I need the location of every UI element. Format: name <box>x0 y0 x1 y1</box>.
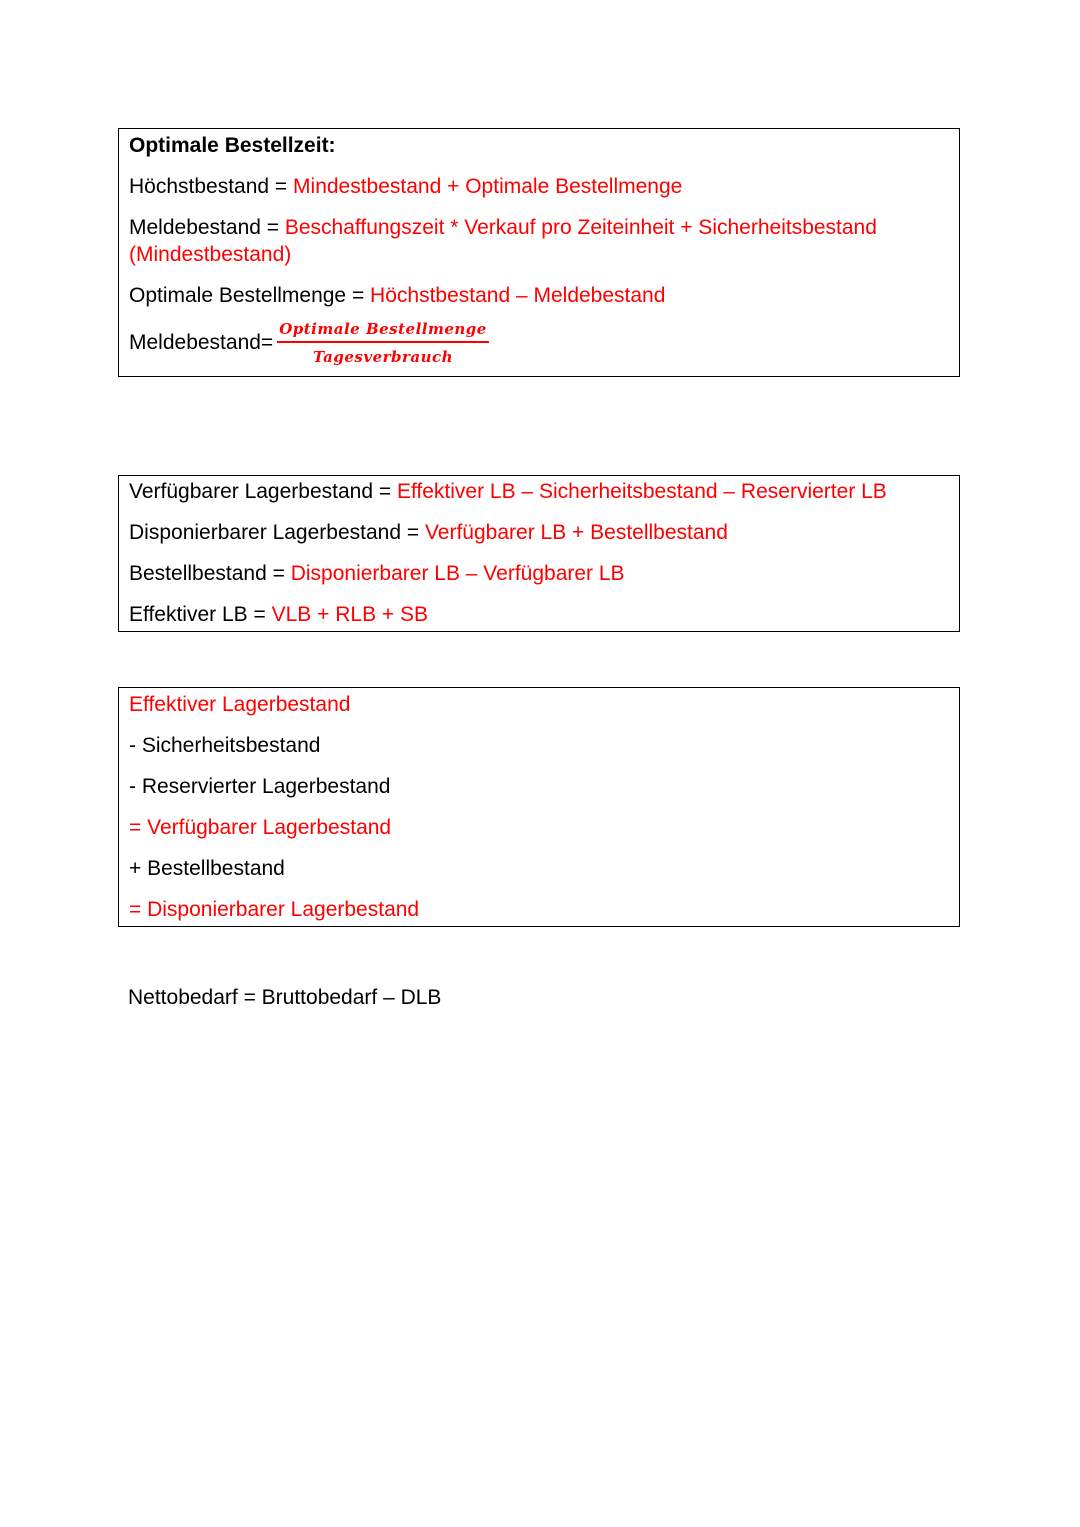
formula-lhs: Disponierbarer Lagerbestand = <box>129 521 425 544</box>
formula-disponierbarer-lagerbestand <box>129 519 949 546</box>
formula-rhs: VLB + RLB + SB <box>271 603 429 626</box>
scheme-line: + Bestellbestand <box>129 857 285 880</box>
formula-rhs: Mindestbestand + Optimale Bestellmenge <box>293 175 683 198</box>
stock-calculation-scheme-box <box>118 687 960 927</box>
formula-optimale-bestellmenge <box>129 282 949 309</box>
formula-lhs: Optimale Bestellmenge = <box>129 284 371 307</box>
formula-bestellbestand <box>129 560 949 587</box>
scheme-line: = Disponierbarer Lagerbestand <box>129 898 420 921</box>
formula-lhs: Verfügbarer Lagerbestand = <box>129 480 397 503</box>
scheme-line: = Verfügbarer Lagerbestand <box>129 816 392 839</box>
formula-rhs: Disponierbarer LB – Verfügbarer LB <box>290 562 625 585</box>
formula-meldebestand-fraction <box>129 319 949 367</box>
fraction-numerator: Optimale Bestellmenge <box>277 319 489 343</box>
optimal-order-time-box <box>118 128 960 377</box>
formula-rhs: Effektiver LB – Sicherheitsbestand – Reservierter LB <box>396 480 887 503</box>
formula-lhs: Meldebestand = <box>129 216 285 239</box>
scheme-line: - Sicherheitsbestand <box>129 734 321 757</box>
scheme-line: - Reservierter Lagerbestand <box>129 775 391 798</box>
formula-effektiver-lb <box>129 601 949 628</box>
box-title: Optimale Bestellzeit: <box>129 134 336 157</box>
formula-lhs: Höchstbestand = <box>129 175 294 198</box>
formula-rhs: Beschaffungszeit * Verkauf pro Zeiteinheit + Sicherheitsbestand <box>284 216 877 239</box>
formula-rhs: Verfügbarer LB + Bestellbestand <box>424 521 728 544</box>
fraction <box>277 319 489 367</box>
formula-meldebestand <box>129 214 949 268</box>
stock-formulas-box <box>118 475 960 632</box>
formula-lhs: Meldebestand= <box>129 331 274 354</box>
formula-rhs: Höchstbestand – Meldebestand <box>370 284 666 307</box>
scheme-line: Effektiver Lagerbestand <box>129 693 351 716</box>
formula-rhs-continued: (Mindestbestand) <box>129 243 292 266</box>
formula-lhs: Bestellbestand = <box>129 562 291 585</box>
nettobedarf-formula: Nettobedarf = Bruttobedarf – DLB <box>128 986 442 1009</box>
formula-lhs: Effektiver LB = <box>129 603 272 626</box>
formula-hoechstbestand <box>129 173 949 200</box>
fraction-denominator: Tagesverbrauch <box>312 348 454 366</box>
formula-verfuegbarer-lagerbestand <box>129 478 949 505</box>
